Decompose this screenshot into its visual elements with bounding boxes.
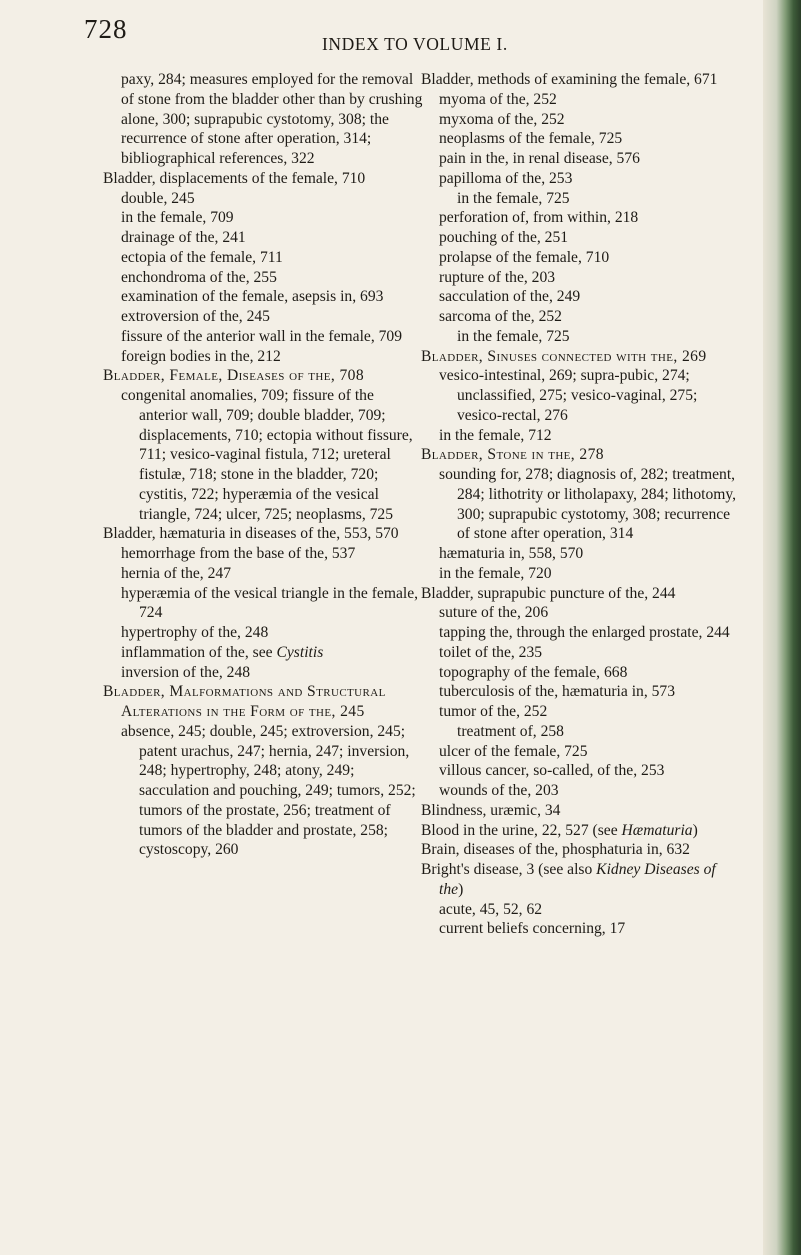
- index-entry: vesico-intestinal, 269; supra-pubic, 274; unclassified, 275; vesico-vaginal, 275; vesico-rectal, 276: [439, 367, 698, 424]
- index-entry: tuberculosis of the, hæmaturia in, 573: [439, 683, 676, 701]
- index-entry: current beliefs concerning, 17: [439, 920, 626, 938]
- index-entry: Bladder, Malformations and Structural Alterations in the Form of the, 245: [103, 683, 386, 720]
- index-entry: in the female, 720: [439, 564, 552, 582]
- index-entry: acute, 45, 52, 62: [439, 900, 543, 918]
- index-entry: drainage of the, 241: [121, 229, 246, 246]
- index-entry: in the female, 712: [439, 426, 552, 444]
- index-entry: Brain, diseases of the, phosphaturia in, 632: [421, 841, 690, 859]
- index-entry: toilet of the, 235: [439, 643, 543, 661]
- index-entry: perforation of, from within, 218: [439, 209, 639, 227]
- index-entry: sarcoma of the, 252: [439, 308, 562, 325]
- index-entry: paxy, 284; measures employed for the removal of stone from the bladder other than by crushing alone, 300; suprapubic cystotomy, 308; the recurrence of stone after operation, 314; bibliographical references, 322: [121, 71, 423, 167]
- index-entry: double, 245: [121, 189, 195, 207]
- index-entry: fissure of the anterior wall in the female, 709: [121, 327, 403, 345]
- index-entry: topography of the female, 668: [439, 663, 628, 681]
- index-column-left: [103, 70, 423, 860]
- index-entry: in the female, 709: [121, 209, 234, 227]
- page-number: 728: [84, 14, 128, 44]
- index-entry: ectopia of the female, 711: [121, 248, 283, 266]
- index-entry: suture of the, 206: [439, 604, 549, 622]
- index-entry: tumor of the, 252: [439, 703, 548, 720]
- index-entry: hæmaturia in, 558, 570: [439, 545, 584, 562]
- index-entry: Blood in the urine, 22, 527 (see Hæmaturia): [421, 821, 698, 839]
- running-head: INDEX TO VOLUME I.: [322, 34, 508, 54]
- index-entry: in the female, 725: [457, 327, 570, 345]
- index-entry: sounding for, 278; diagnosis of, 282; treatment, 284; lithotrity or litholapaxy, 284; lithotomy, 300; suprapubic cystotomy, 308; recurrence of stone after operation, 314: [439, 466, 737, 543]
- index-entry: sacculation of the, 249: [439, 288, 581, 306]
- index-entry: examination of the female, asepsis in, 693: [121, 288, 384, 306]
- index-entry: villous cancer, so-called, of the, 253: [439, 762, 665, 780]
- index-entry: papilloma of the, 253: [439, 169, 573, 187]
- index-entry: myxoma of the, 252: [439, 110, 565, 128]
- index-entry: tapping the, through the enlarged prostate, 244: [439, 624, 730, 641]
- index-entry: foreign bodies in the, 212: [121, 347, 281, 365]
- index-entry: prolapse of the female, 710: [439, 248, 610, 266]
- index-entry: hemorrhage from the base of the, 537: [121, 545, 356, 562]
- index-entry: wounds of the, 203: [439, 782, 559, 799]
- index-entry: Bladder, methods of examining the female, 671: [421, 71, 718, 88]
- index-entry: rupture of the, 203: [439, 268, 556, 286]
- index-entry: Blindness, uræmic, 34: [421, 801, 561, 819]
- index-entry: ulcer of the female, 725: [439, 742, 588, 760]
- index-entry: inversion of the, 248: [121, 663, 251, 681]
- index-entry: inflammation of the, see Cystitis: [121, 643, 324, 661]
- index-entry: Bladder, Sinuses connected with the, 269: [421, 347, 707, 365]
- index-entry: Bladder, suprapubic puncture of the, 244: [421, 584, 676, 602]
- index-entry: neoplasms of the female, 725: [439, 130, 623, 148]
- index-entry: enchondroma of the, 255: [121, 268, 277, 286]
- index-entry: Bladder, displacements of the female, 710: [103, 169, 366, 187]
- index-entry: treatment of, 258: [457, 722, 564, 740]
- index-entry: hypertrophy of the, 248: [121, 624, 269, 641]
- index-entry: hyperæmia of the vesical triangle in the female, 724: [121, 584, 419, 622]
- index-column-right: [421, 70, 741, 939]
- index-entry: extroversion of the, 245: [121, 308, 270, 325]
- index-entry: hernia of the, 247: [121, 564, 231, 582]
- index-entry: pain in the, in renal disease, 576: [439, 150, 640, 167]
- index-entry: myoma of the, 252: [439, 90, 557, 108]
- index-entry: Bright's disease, 3 (see also Kidney Diseases of the): [421, 861, 716, 898]
- index-entry: Bladder, Stone in the, 278: [421, 446, 604, 464]
- index-entry: Bladder, hæmaturia in diseases of the, 553, 570: [103, 525, 399, 543]
- index-entry: pouching of the, 251: [439, 229, 569, 246]
- index-entry: absence, 245; double, 245; extroversion, 245; patent urachus, 247; hernia, 247; inversion, 248; hypertrophy, 248; atony, 249; sacculation and pouching, 249; tumors, 252; tumors of the prostate, 256; treatment of tumors of the bladder and prostate, 258; cystoscopy, 260: [121, 722, 416, 859]
- index-entry: in the female, 725: [457, 189, 570, 207]
- index-entry: congenital anomalies, 709; fissure of the anterior wall, 709; double bladder, 709; displacements, 710; ectopia without fissure, 711; vesico-vaginal fistula, 712; ureteral fistulæ, 718; stone in the bladder, 720; cystitis, 722; hyperæmia of the vesical triangle, 724; ulcer, 725; neoplasms, 725: [121, 387, 413, 523]
- page-edge-binding: [763, 0, 801, 1255]
- index-entry: Bladder, Female, Diseases of the, 708: [103, 367, 365, 385]
